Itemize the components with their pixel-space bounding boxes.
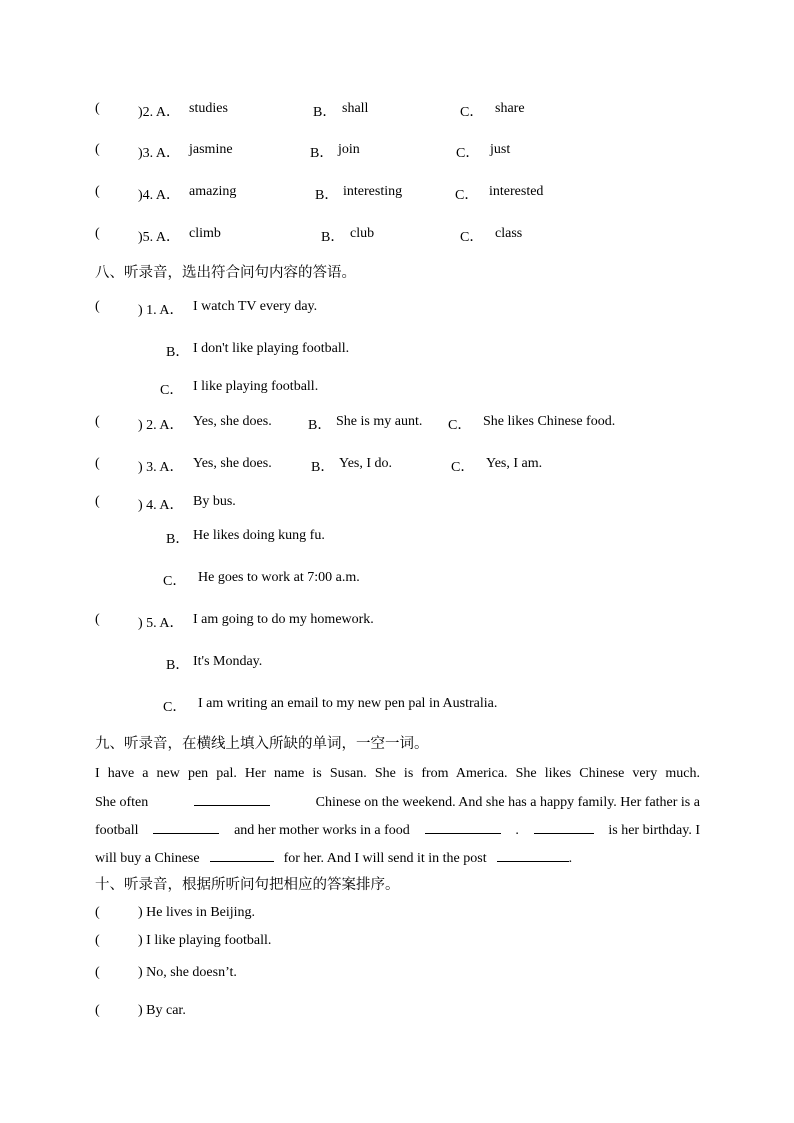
section10-heading: 十、听录音，根据所听问句把相应的答案排序。 — [95, 877, 400, 893]
item-number: ) 4. A． — [138, 498, 184, 513]
passage-text: will buy a Chinese — [95, 851, 200, 866]
option-c: just — [490, 142, 511, 157]
option-b-label: B． — [166, 345, 190, 360]
passage-line-3 — [95, 819, 700, 841]
option-b: I don't like playing football. — [193, 341, 350, 356]
answer-paren: ( — [95, 101, 100, 116]
option-a: jasmine — [189, 142, 233, 157]
option-b: She is my aunt. — [336, 414, 423, 429]
passage-line-1: I have a new pen pal. Her name is Susan. She is from America. She likes Chinese very much. — [95, 766, 700, 781]
option-c: Yes, I am. — [486, 456, 543, 471]
option-b-label: B． — [166, 658, 190, 673]
fill-blank-2[interactable] — [153, 819, 219, 834]
option-a: Yes, she does. — [193, 414, 272, 429]
fill-blank-5[interactable] — [210, 847, 274, 862]
option-a: climb — [189, 226, 221, 241]
item-number: )2. A． — [138, 105, 180, 120]
option-c-label: C． — [455, 188, 479, 203]
item-number: ) 5. A． — [138, 616, 184, 631]
item-text: ) By car. — [138, 1003, 186, 1018]
item-text: ) He lives in Beijing. — [138, 905, 256, 920]
passage-text: . — [568, 851, 573, 866]
answer-paren: ( — [95, 184, 100, 199]
item-number: ) 3. A． — [138, 460, 184, 475]
answer-paren: ( — [95, 612, 100, 627]
item-text: ) I like playing football. — [138, 933, 272, 948]
option-c: share — [495, 101, 525, 116]
passage-text: football — [95, 823, 139, 838]
option-c-label: C． — [160, 383, 184, 398]
option-c-label: C． — [163, 574, 187, 589]
fill-blank-6[interactable] — [497, 847, 569, 862]
fill-blank-3[interactable] — [425, 819, 501, 834]
option-b: Yes, I do. — [339, 456, 393, 471]
fill-blank-4[interactable] — [534, 819, 594, 834]
passage-text: Chinese on the weekend. And she has a happy family. Her father is a — [315, 795, 700, 810]
option-b: He likes doing kung fu. — [193, 528, 325, 543]
answer-paren: ( — [95, 414, 100, 429]
answer-paren: ( — [95, 456, 100, 471]
item-number: )4. A． — [138, 188, 180, 203]
passage-text: for her. And I will send it in the post — [283, 851, 487, 866]
item-number: )5. A． — [138, 230, 180, 245]
answer-paren: ( — [95, 226, 100, 241]
option-b-label: B． — [315, 188, 339, 203]
option-a: amazing — [189, 184, 237, 199]
passage-text: is her birthday. I — [608, 823, 700, 838]
option-b-label: B． — [313, 105, 337, 120]
item-number: ) 2. A． — [138, 418, 184, 433]
option-c: She likes Chinese food. — [483, 414, 616, 429]
answer-paren: ( — [95, 494, 100, 509]
section8-heading: 八、听录音，选出符合问句内容的答语。 — [95, 265, 356, 281]
option-a: studies — [189, 101, 228, 116]
option-a: By bus. — [193, 494, 236, 509]
option-b: interesting — [343, 184, 403, 199]
item-number: )3. A． — [138, 146, 180, 161]
option-b: club — [350, 226, 375, 241]
option-b-label: B． — [308, 418, 332, 433]
option-a: Yes, she does. — [193, 456, 272, 471]
section9-heading: 九、听录音，在横线上填入所缺的单词，一空一词。 — [95, 736, 429, 752]
option-c: class — [495, 226, 523, 241]
answer-paren: ( — [95, 933, 100, 948]
answer-paren: ( — [95, 1003, 100, 1018]
passage-text: . — [515, 823, 519, 838]
option-b: It's Monday. — [193, 654, 263, 669]
option-c: I like playing football. — [193, 379, 319, 394]
option-b: join — [338, 142, 360, 157]
passage-line-2 — [95, 791, 700, 813]
option-b-label: B． — [321, 230, 345, 245]
option-c-label: C． — [163, 700, 187, 715]
option-c: I am writing an email to my new pen pal in Australia. — [198, 696, 498, 711]
answer-paren: ( — [95, 965, 100, 980]
option-b-label: B． — [166, 532, 190, 547]
fill-blank-1[interactable] — [194, 791, 270, 806]
passage-text: and her mother works in a food — [234, 823, 410, 838]
option-b: shall — [342, 101, 369, 116]
answer-paren: ( — [95, 905, 100, 920]
option-c-label: C． — [460, 105, 484, 120]
option-c: interested — [489, 184, 544, 199]
option-a: I watch TV every day. — [193, 299, 318, 314]
option-a: I am going to do my homework. — [193, 612, 374, 627]
option-c-label: C． — [451, 460, 475, 475]
option-b-label: B． — [311, 460, 335, 475]
answer-paren: ( — [95, 299, 100, 314]
answer-paren: ( — [95, 142, 100, 157]
option-c-label: C． — [448, 418, 472, 433]
item-text: ) No, she doesn’t. — [138, 965, 237, 980]
option-b-label: B． — [310, 146, 334, 161]
passage-line-4 — [95, 847, 572, 869]
option-c: He goes to work at 7:00 a.m. — [198, 570, 360, 585]
option-c-label: C． — [456, 146, 480, 161]
option-c-label: C． — [460, 230, 484, 245]
item-number: ) 1. A． — [138, 303, 184, 318]
passage-text: She often — [95, 795, 149, 810]
